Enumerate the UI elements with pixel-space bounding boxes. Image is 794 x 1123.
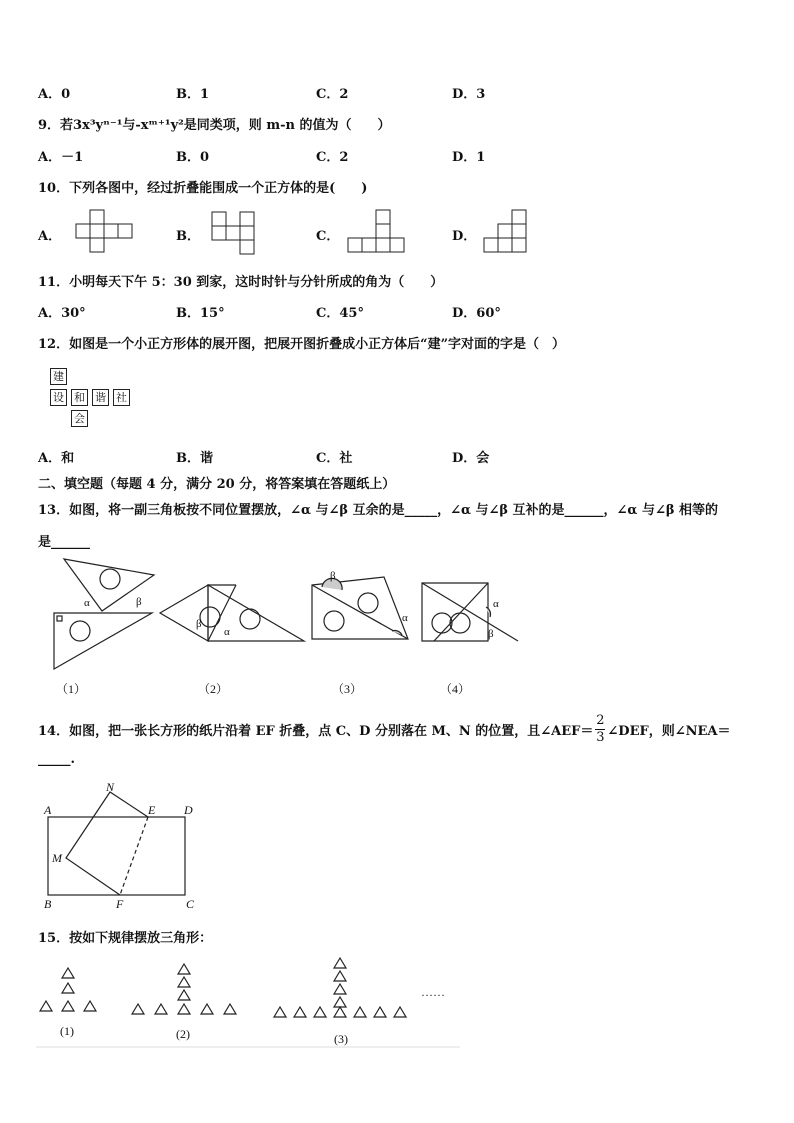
q12-option-d: D．会 bbox=[452, 451, 490, 466]
q9-text: 9．若3x³yⁿ⁻¹与-xᵐ⁺¹y²是同类项，则 m-n 的值为（ ） bbox=[38, 118, 391, 133]
figure-3 bbox=[312, 577, 408, 639]
point-m: M bbox=[52, 851, 62, 865]
q13-triangles-figure bbox=[40, 555, 540, 675]
q10-label-b: B． bbox=[176, 229, 200, 244]
alpha-label: α bbox=[84, 597, 90, 609]
alpha-label: α bbox=[224, 626, 230, 638]
point-e: E bbox=[148, 803, 156, 817]
section-heading: 二、填空题（每题 4 分，满分 20 分，将答案填在答题纸上） bbox=[38, 477, 396, 492]
q10-label-c: C． bbox=[316, 229, 340, 244]
figure-1 bbox=[54, 559, 154, 669]
point-n: N bbox=[106, 782, 115, 794]
pattern-3 bbox=[274, 958, 406, 1017]
q11-option-d: D．60° bbox=[452, 306, 501, 321]
net-d bbox=[484, 210, 526, 252]
q8-option-c: C．2 bbox=[316, 87, 349, 102]
q14-fraction bbox=[595, 713, 605, 746]
q12-text: 12．如图是一个小正方形体的展开图，把展开图折叠成小正方体后“建”字对面的字是（ ） bbox=[38, 337, 566, 352]
ellipsis: …… bbox=[421, 985, 445, 999]
q14-text-after: ∠DEF，则∠NEA＝ bbox=[607, 724, 731, 739]
q13-caption-1: （1） bbox=[56, 682, 87, 696]
point-f: F bbox=[116, 897, 124, 911]
q13-caption-3: （3） bbox=[332, 682, 363, 696]
alpha-label: α bbox=[402, 612, 408, 624]
q11-option-c: C．45° bbox=[316, 306, 364, 321]
pattern-2 bbox=[132, 964, 236, 1014]
q8-option-b: B．1 bbox=[176, 87, 210, 102]
beta-label: β bbox=[136, 596, 142, 608]
q12-option-b: B．谐 bbox=[176, 451, 213, 466]
q8-option-a: A．0 bbox=[38, 87, 71, 102]
q14-text bbox=[38, 713, 730, 746]
q15-text: 15．按如下规律摆放三角形： bbox=[38, 931, 213, 946]
net-cell: 建 bbox=[50, 368, 67, 385]
q9-option-a: A．－1 bbox=[38, 150, 84, 165]
q13-caption-4: （4） bbox=[440, 682, 471, 696]
q13-text-line2: 是______ bbox=[38, 535, 91, 550]
q14-rectangle-fold-figure bbox=[36, 782, 216, 912]
figure-2 bbox=[160, 585, 304, 641]
pattern-1 bbox=[40, 968, 96, 1011]
net-c bbox=[348, 210, 404, 252]
q10-label-d: D． bbox=[452, 229, 477, 244]
beta-label: β bbox=[330, 570, 336, 582]
q12-option-c: C．社 bbox=[316, 451, 353, 466]
net-cell: 设 bbox=[50, 389, 67, 406]
q9-option-b: B．0 bbox=[176, 150, 210, 165]
q11-option-a: A．30° bbox=[38, 306, 86, 321]
point-b: B bbox=[44, 897, 52, 911]
q10-label-a: A． bbox=[38, 229, 62, 244]
q15-caption-2: (2) bbox=[176, 1027, 190, 1041]
q12-cube-net bbox=[50, 368, 140, 430]
net-b bbox=[212, 212, 254, 254]
fraction-denominator: 3 bbox=[596, 730, 605, 745]
beta-label: β bbox=[488, 628, 494, 640]
point-c: C bbox=[186, 897, 195, 911]
q15-caption-1: (1) bbox=[60, 1024, 74, 1038]
point-a: A bbox=[44, 803, 52, 817]
q13-caption-2: （2） bbox=[198, 682, 229, 696]
q9-option-d: D．1 bbox=[452, 150, 486, 165]
q14-text-before: 14．如图，把一张长方形的纸片沿着 EF 折叠，点 C、D 分别落在 M、N 的位置，且∠AEF＝ bbox=[38, 724, 594, 739]
q10-nets-figure bbox=[60, 205, 560, 257]
q10-text: 10．下列各图中，经过折叠能围成一个正方体的是( ) bbox=[38, 181, 368, 196]
q8-option-d: D．3 bbox=[452, 87, 486, 102]
net-cell: 和 bbox=[71, 389, 88, 406]
q15-caption-3: (3) bbox=[334, 1032, 348, 1046]
q15-triangle-pattern bbox=[36, 952, 466, 1050]
q14-answer-blank: _____. bbox=[38, 752, 76, 767]
q9-option-c: C．2 bbox=[316, 150, 349, 165]
beta-label: β bbox=[196, 618, 202, 630]
fraction-numerator: 2 bbox=[596, 713, 605, 728]
q13-text-line1: 13．如图，将一副三角板按不同位置摆放，∠α 与∠β 互余的是_____，∠α 与∠β 互补的是______，∠α 与∠β 相等的 bbox=[38, 503, 719, 518]
alpha-label: α bbox=[493, 598, 499, 610]
q11-text: 11．小明每天下午 5：30 到家，这时时针与分针所成的角为（ ） bbox=[38, 275, 444, 290]
net-cell: 谐 bbox=[92, 389, 109, 406]
q11-option-b: B．15° bbox=[176, 306, 225, 321]
q12-option-a: A．和 bbox=[38, 451, 75, 466]
net-cell: 会 bbox=[71, 410, 88, 427]
net-cell: 社 bbox=[113, 389, 130, 406]
figure-4 bbox=[422, 583, 518, 641]
point-d: D bbox=[184, 803, 193, 817]
net-a bbox=[76, 210, 132, 252]
